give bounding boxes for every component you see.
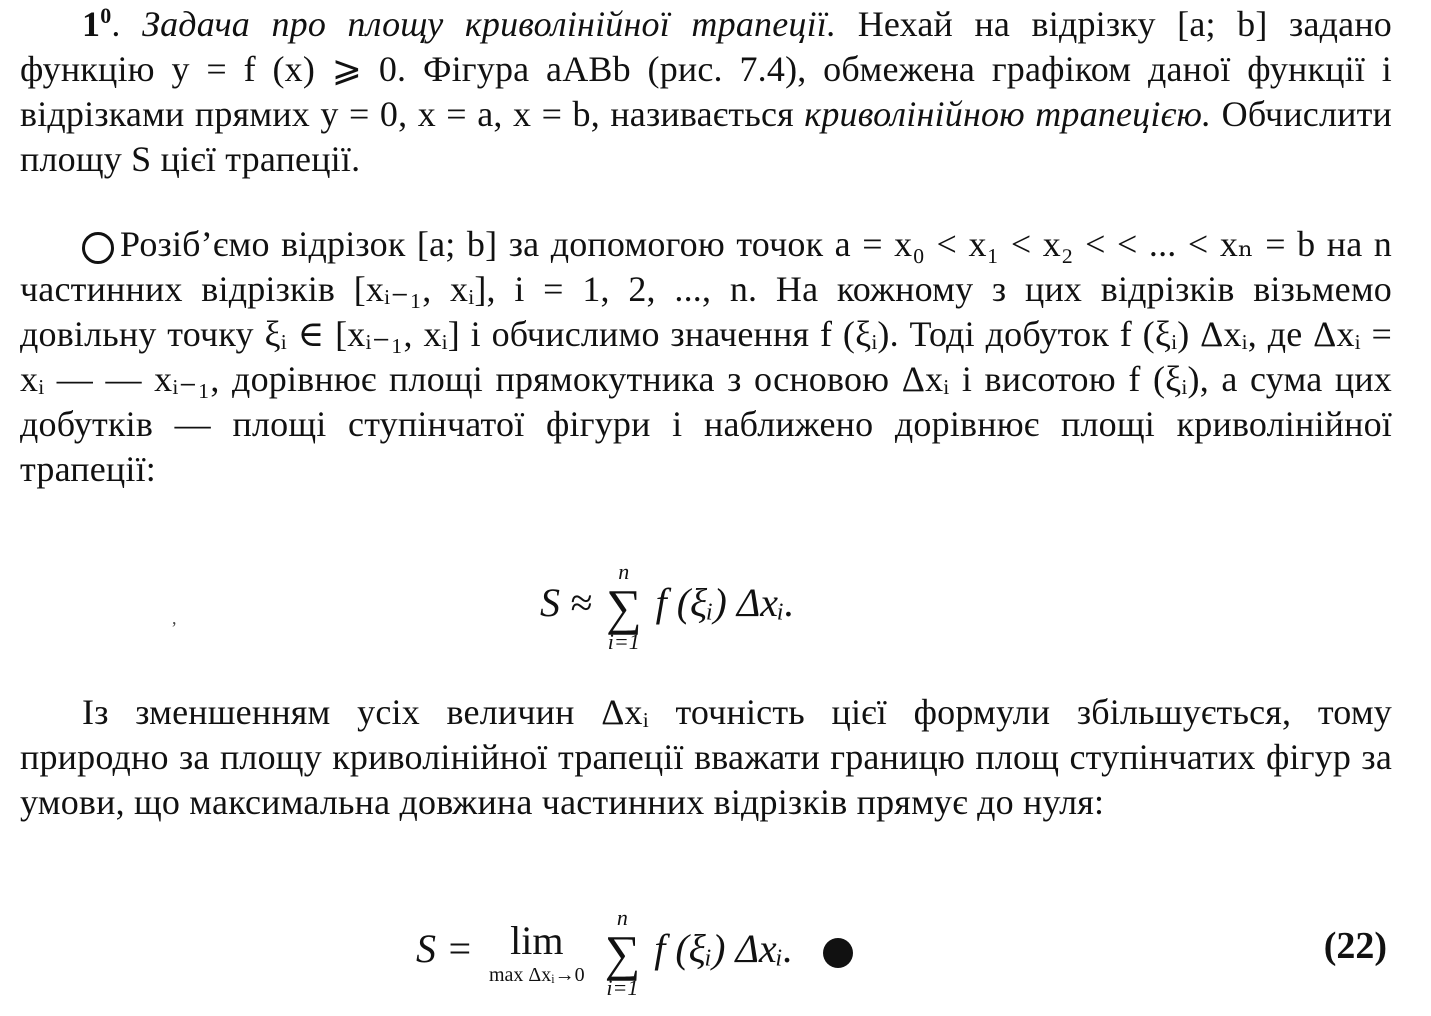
formula-limit-sum xyxy=(416,906,853,1000)
limit-text: Із зменшенням усіх величин Δxᵢ точність цієї формули збільшується, тому природно за площу криволінійної трапеції вважати границю площ ступінчатих фігур за умови, що максимальна довжина частинних відрізків прямує до нуля: xyxy=(20,692,1392,822)
proof-text: Розіб’ємо відрізок [a; b] за допомогою точок a = x₀ < x₁ < x₂ < < ... < xₙ = b на n частинних відрізків [xᵢ₋₁, xᵢ], i = 1, 2, ..., n. На кожному з цих відрізків візьмемо довільну точку ξᵢ ∈ [xᵢ₋₁, xᵢ] і обчислимо значення f (ξᵢ). Тоді добуток f (ξᵢ) Δxᵢ, де Δxᵢ = xᵢ — — xᵢ₋₁, дорівнює площі прямокутника з основою Δxᵢ і висотою f (ξᵢ), а сума цих добутків — площі ступінчатої фігури і наближено дорівнює площі криволінійної трапеції: xyxy=(20,224,1392,489)
formula-2-limit xyxy=(489,919,585,987)
task-number: 1 xyxy=(82,4,101,44)
task-paragraph: $1^0$. Задача про площу криволінійної трапеції. Нехай на відрізку [a; b] задано функцію y = f (x) ⩾ 0. Фігура aABb (рис. 7.4), обмежена графіком даної функції і відрізками прямих y = 0, x = a, x = b, називається криволінійною трапецією. Обчислити площу S цієї трапеції. xyxy=(20,3,1393,179)
proof-start-circle-icon xyxy=(82,232,114,264)
task-title: Задача про площу криволінійної трапеції. xyxy=(142,4,837,44)
formula-1-lhs: S ≈ xyxy=(540,580,592,626)
formula-1-rhs: f (ξᵢ) Δxᵢ. xyxy=(655,580,795,626)
task-text-1: Нехай на відрізку [a; b] задано функцію y = f (x) ⩾ 0. Фігура aABb (рис. 7.4), обмежена графіком даної функції і відрізками прямих y = 0, x = a, x = b, називається xyxy=(20,4,1393,134)
task-text-2: Обчислити площу S цієї трапеції. xyxy=(20,94,1392,179)
formula-2-sum xyxy=(605,906,641,1000)
formula-2-lhs: S = xyxy=(416,926,473,972)
formula-1-sum-upper: n xyxy=(618,559,630,584)
formula-2-lim-word: lim xyxy=(510,918,564,963)
print-speck: , xyxy=(172,608,177,628)
formula-1-sum-lower: i=1 xyxy=(607,629,640,654)
proof-end-bullet-icon xyxy=(823,938,853,968)
formula-2-rhs: f (ξᵢ) Δxᵢ. xyxy=(654,926,794,972)
formula-2-sigma: ∑ xyxy=(604,925,641,981)
equation-number: (22) xyxy=(1323,925,1387,967)
formula-2-sum-lower: i=1 xyxy=(606,975,639,1000)
limit-paragraph xyxy=(20,690,1392,825)
task-term: криволінійною трапецією. xyxy=(804,94,1212,134)
formula-1-sum xyxy=(606,560,642,654)
formula-approx-sum xyxy=(540,560,794,654)
formula-2-sum-upper: n xyxy=(616,905,628,930)
task-degree: 0 xyxy=(100,3,112,28)
formula-2-lim-condition: max Δxᵢ→0 xyxy=(489,964,585,986)
proof-paragraph xyxy=(20,222,1392,492)
formula-1-sigma: ∑ xyxy=(605,579,642,635)
